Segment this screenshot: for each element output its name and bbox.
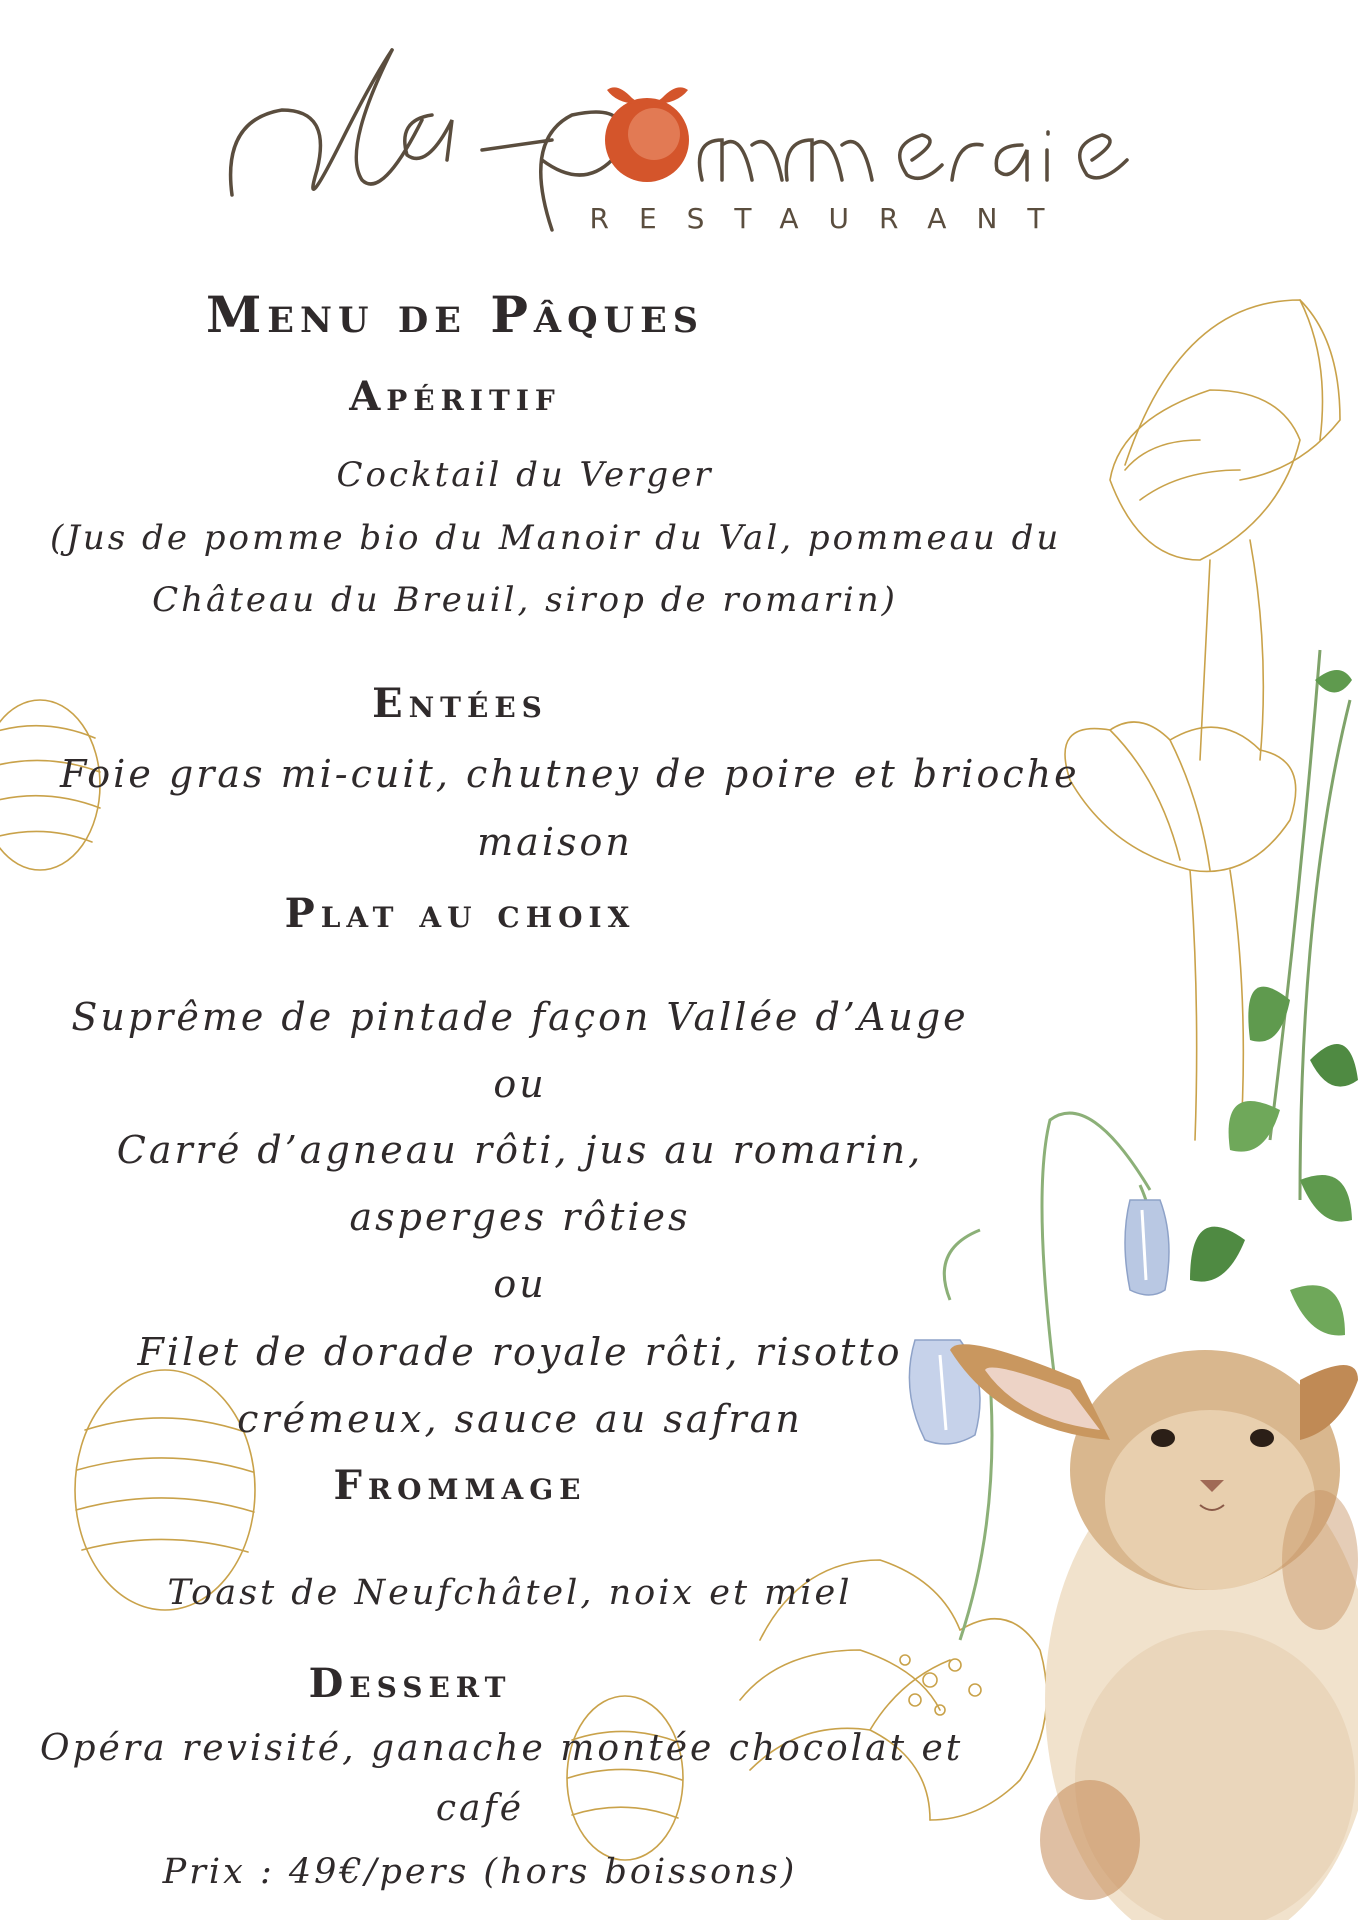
gold-poppy-flower-icon — [1065, 722, 1296, 1150]
plat-choice: asperges rôties — [349, 1195, 691, 1239]
aperitif-line: (Jus de pomme bio du Manoir du Val, pommeau du — [50, 518, 1062, 558]
plat-choice: Carré d’agneau rôti, jus au romarin, — [116, 1128, 924, 1172]
plat-or: ou — [493, 1062, 547, 1106]
gold-easter-egg-icon — [567, 1696, 683, 1860]
entrees-heading: Entées — [372, 680, 548, 727]
plat-choice: Suprême de pintade façon Vallée d’Auge — [71, 995, 969, 1039]
apple-logo-icon — [605, 87, 689, 182]
aperitif-heading: Apéritif — [349, 373, 561, 420]
plat-choice: crémeux, sauce au safran — [237, 1397, 803, 1441]
plat-or: ou — [493, 1262, 547, 1306]
entrees-line: maison — [477, 820, 633, 864]
price-line: Prix : 49€/pers (hors boissons) — [162, 1852, 798, 1892]
aperitif-line: Cocktail du Verger — [336, 455, 714, 495]
menu-title: Menu de Pâques — [205, 285, 705, 344]
restaurant-subtitle: RESTAURANT — [589, 202, 1075, 235]
gold-poppy-flower-icon — [1110, 300, 1340, 760]
dessert-heading: Dessert — [308, 1660, 512, 1707]
watercolor-bunny-icon — [950, 1344, 1358, 1920]
plat-choice: Filet de dorade royale rôti, risotto — [137, 1330, 903, 1374]
plat-heading: Plat au choix — [284, 890, 636, 937]
aperitif-line: Château du Breuil, sirop de romarin) — [152, 580, 898, 620]
entrees-line: Foie gras mi-cuit, chutney de poire et brioche — [60, 752, 1080, 796]
restaurant-logo — [222, 20, 1182, 250]
dessert-line: Opéra revisité, ganache montée chocolat et — [40, 1728, 964, 1769]
dessert-line: café — [435, 1788, 525, 1829]
fromage-heading: Frommage — [333, 1462, 587, 1509]
fromage-line: Toast de Neufchâtel, noix et miel — [167, 1573, 853, 1613]
